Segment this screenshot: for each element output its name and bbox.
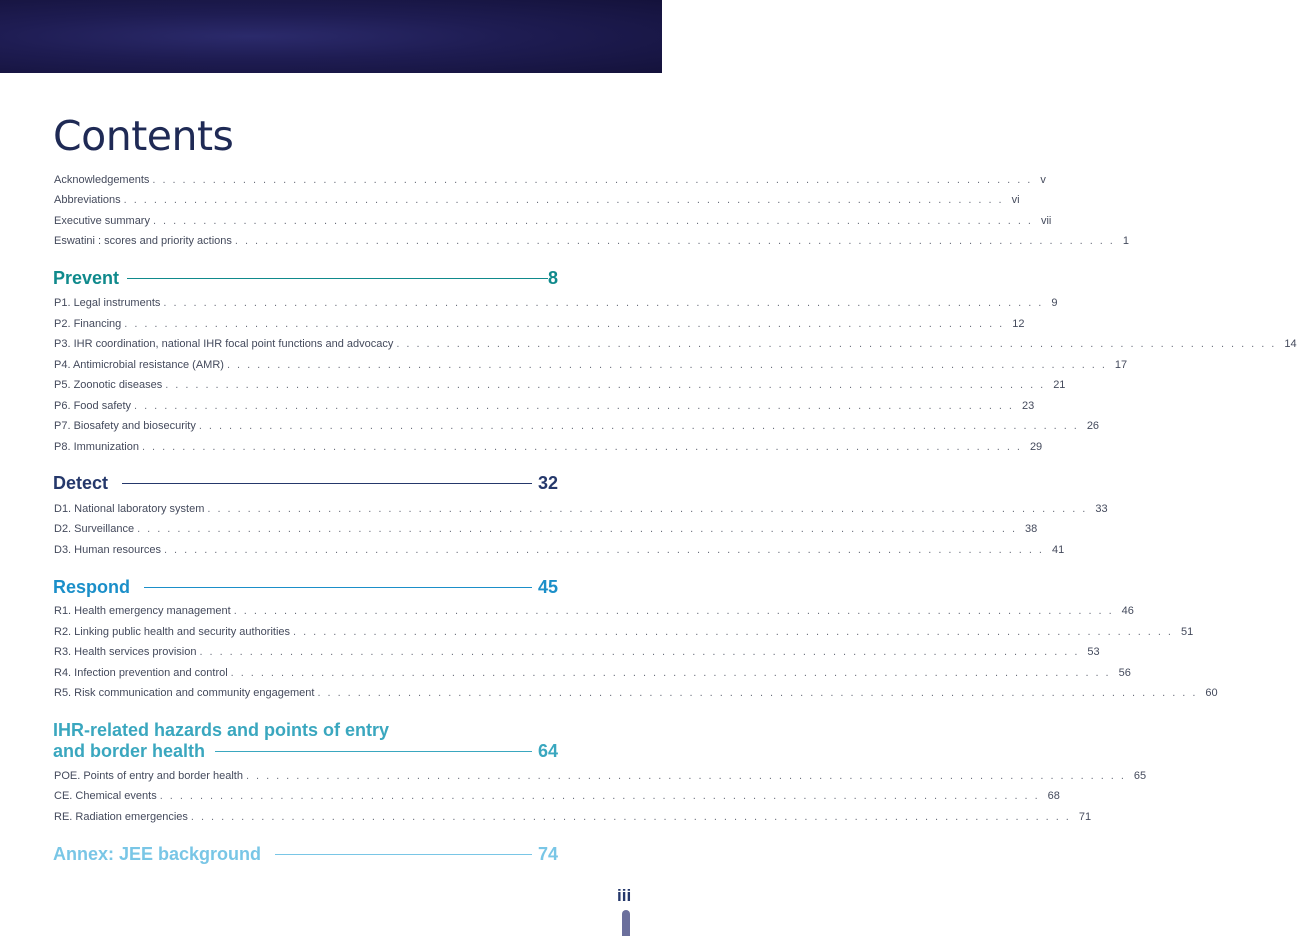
toc-entry-label: P5. Zoonotic diseases	[54, 379, 163, 391]
toc-entry-page: 29	[1029, 441, 1043, 453]
toc-entry-label: Eswatini : scores and priority actions	[54, 235, 232, 247]
dot-leader: ........................................................................................	[159, 790, 1045, 802]
page-number: iii	[617, 886, 632, 905]
toc-entry-label: P8. Immunization	[54, 441, 139, 453]
toc-entry-page: 17	[1114, 359, 1128, 371]
toc-entry-page: 56	[1118, 667, 1131, 679]
page-title: Contents	[53, 112, 234, 160]
toc-entry[interactable]	[54, 396, 1035, 412]
toc-entry[interactable]	[54, 519, 1038, 535]
dot-leader: ........................................................................................	[199, 646, 1085, 658]
toc-entry[interactable]	[54, 663, 1131, 679]
toc-entry-label: Acknowledgements	[54, 174, 150, 186]
toc-entry[interactable]	[54, 211, 1052, 227]
toc-entry[interactable]	[54, 231, 1129, 247]
toc-entry-page: 38	[1025, 523, 1038, 535]
page-tab-marker	[622, 910, 630, 936]
toc-entry[interactable]	[54, 334, 1297, 350]
dot-leader: ........................................................................................	[123, 194, 1009, 206]
toc-entry[interactable]	[54, 683, 1218, 699]
dot-leader: ........................................................................................	[230, 667, 1116, 679]
toc-entry-page: 9	[1051, 297, 1058, 309]
toc-entry[interactable]	[54, 786, 1060, 802]
section-rule	[275, 854, 532, 855]
section-heading-ihr-line1[interactable]: IHR-related hazards and points of entry	[53, 720, 390, 740]
toc-entry[interactable]	[54, 499, 1108, 515]
toc-entry[interactable]	[54, 170, 1046, 186]
toc-entry[interactable]	[54, 355, 1128, 371]
toc-entry-label: R5. Risk communication and community engagement	[54, 687, 315, 699]
section-rule	[144, 587, 532, 588]
section-page: 45	[537, 577, 558, 597]
dot-leader: ........................................................................................	[317, 687, 1203, 699]
dot-leader: ........................................................................................	[165, 379, 1051, 391]
toc-entry-page: 23	[1022, 400, 1035, 412]
dot-leader: ........................................................................................	[137, 523, 1023, 535]
toc-entry-page: 14	[1284, 338, 1297, 350]
section-heading-ihr[interactable]	[53, 741, 558, 762]
section-page: 8	[547, 268, 558, 288]
section-page: 32	[537, 473, 558, 493]
toc-entry-label: R3. Health services provision	[54, 646, 197, 658]
section-page: 74	[537, 844, 558, 864]
toc-entry-label: P3. IHR coordination, national IHR focal point functions and advocacy	[54, 338, 394, 350]
toc-entry[interactable]	[54, 375, 1066, 391]
toc-entry[interactable]	[54, 622, 1194, 638]
toc-entry-label: P6. Food safety	[54, 400, 132, 412]
toc-entry-page: 60	[1205, 687, 1218, 699]
dot-leader: ........................................................................................	[207, 503, 1093, 515]
toc-entry-label: Abbreviations	[54, 194, 121, 206]
section-heading-annex[interactable]	[53, 844, 558, 865]
toc-entry-page: 71	[1078, 811, 1092, 823]
toc-entry-page: 68	[1047, 790, 1060, 802]
toc-entry-label: CE. Chemical events	[54, 790, 157, 802]
dot-leader: ........................................................................................	[124, 318, 1010, 330]
toc-entry[interactable]	[54, 642, 1100, 658]
toc-entry[interactable]	[54, 293, 1058, 309]
dot-leader: ........................................................................................	[198, 420, 1084, 432]
toc-entry-label: P4. Antimicrobial resistance (AMR)	[54, 359, 224, 371]
dot-leader: ........................................................................................	[141, 441, 1027, 453]
section-rule	[122, 483, 532, 484]
toc-entry[interactable]	[54, 190, 1020, 206]
header-banner	[0, 0, 662, 73]
toc-entry-label: R2. Linking public health and security authorities	[54, 626, 291, 638]
dot-leader: ........................................................................................	[152, 174, 1038, 186]
toc-entry-label: RE. Radiation emergencies	[54, 811, 188, 823]
section-heading-prevent[interactable]	[53, 268, 558, 289]
dot-leader: ........................................................................................	[152, 215, 1038, 227]
toc-entry-page: 51	[1180, 626, 1194, 638]
toc-entry-page: 65	[1133, 770, 1147, 782]
section-rule	[215, 751, 532, 752]
toc-entry-page: 33	[1095, 503, 1108, 515]
toc-entry-label: P1. Legal instruments	[54, 297, 161, 309]
toc-entry-page: vi	[1011, 194, 1020, 206]
dot-leader: ........................................................................................	[234, 235, 1120, 247]
toc-entry-label: P2. Financing	[54, 318, 122, 330]
toc-entry[interactable]	[54, 601, 1134, 617]
toc-entry-label: POE. Points of entry and border health	[54, 770, 243, 782]
toc-entry-page: 21	[1053, 379, 1066, 391]
toc-entry-page: 41	[1051, 544, 1065, 556]
section-heading-label: Annex: JEE background	[53, 844, 262, 864]
toc-entry-page: v	[1040, 174, 1046, 186]
dot-leader: ........................................................................................	[293, 626, 1178, 638]
toc-entry-page: 1	[1122, 235, 1129, 247]
dot-leader: ........................................................................................	[396, 338, 1282, 350]
toc-entry-label: Executive summary	[54, 215, 150, 227]
toc-entry-label: D1. National laboratory system	[54, 503, 205, 515]
toc-entry-page: 12	[1012, 318, 1025, 330]
dot-leader: ........................................................................................	[134, 400, 1019, 412]
toc-entry-page: vii	[1040, 215, 1052, 227]
toc-entry-label: D2. Surveillance	[54, 523, 135, 535]
toc-entry-page: 26	[1086, 420, 1100, 432]
section-page: 64	[537, 741, 558, 761]
toc-entry[interactable]	[54, 540, 1065, 556]
dot-leader: ........................................................................................	[164, 544, 1049, 556]
toc-entry-page: 46	[1121, 605, 1134, 617]
toc-entry-label: R1. Health emergency management	[54, 605, 231, 617]
dot-leader: ........................................................................................	[245, 770, 1131, 782]
toc-entry[interactable]	[54, 807, 1092, 823]
toc-entry-page: 53	[1087, 646, 1100, 658]
toc-entry[interactable]	[54, 766, 1147, 782]
section-heading-label: Prevent	[53, 268, 120, 288]
section-heading-label: Detect	[53, 473, 109, 493]
dot-leader: ........................................................................................	[226, 359, 1112, 371]
dot-leader: ........................................................................................	[163, 297, 1049, 309]
section-heading-respond[interactable]	[53, 577, 558, 598]
toc-entry-label: D3. Human resources	[54, 544, 161, 556]
section-heading-label: and border health	[53, 741, 206, 761]
section-heading-detect[interactable]	[53, 473, 558, 494]
section-rule	[127, 278, 548, 279]
dot-leader: ........................................................................................	[233, 605, 1119, 617]
toc-entry-label: P7. Biosafety and biosecurity	[54, 420, 196, 432]
toc-entry[interactable]	[54, 314, 1025, 330]
toc-entry[interactable]	[54, 416, 1100, 432]
toc-entry-label: R4. Infection prevention and control	[54, 667, 228, 679]
section-heading-label: Respond	[53, 577, 131, 597]
dot-leader: ........................................................................................	[190, 811, 1076, 823]
toc-entry[interactable]	[54, 437, 1043, 453]
